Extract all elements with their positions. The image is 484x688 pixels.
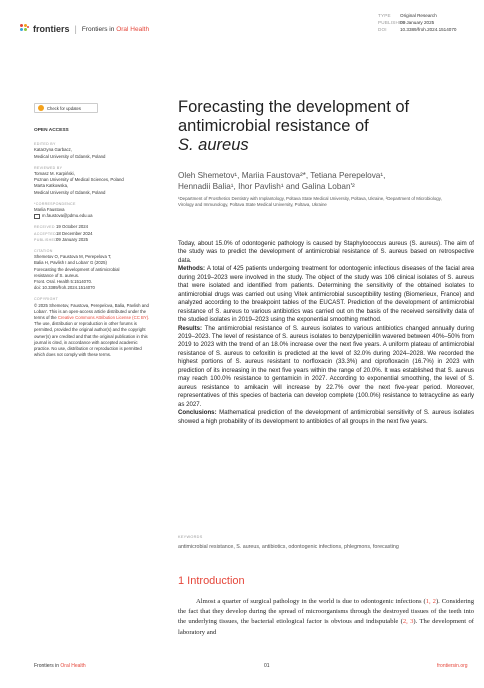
received-label: RECEIVED xyxy=(34,225,55,230)
correspondence-name: Mariia Faustova xyxy=(34,207,65,213)
results-label: Results: xyxy=(178,324,203,332)
brand-name: frontiers xyxy=(33,24,70,34)
methods-text: A total of 425 patients undergoing treatment for odontogenic infectious diseases of the facial area during 2019–2023 were involved in the study. The object of the study was 106 clinical isolates of S. aureus that were isolated and identified from patients. Determining the sensitivity of the obtained isolates to antimicrobial drugs was carried out using Vitek antimicrobial susceptibility testing (Biomerieux, France) and analyzed according to the breakpoint tables of the EUCAST. Prediction of the development of antimicrobial resistance of S. aureus to various antibiotics was carried out on the basis of the received sensitivity data of the studied isolates in 2019–2023 using the exponential smoothing method. xyxy=(178,265,475,324)
frontiers-logo[interactable] xyxy=(20,24,149,34)
editor-affiliation: Medical University of Gdansk, Poland xyxy=(34,153,106,159)
accepted-date: 18 December 2024 xyxy=(56,230,93,236)
citation-doi: doi: 10.3389/froh.2024.1514070 xyxy=(34,285,95,291)
cc-by-license-link[interactable]: Creative Commons Attribution License (CC BY). xyxy=(57,315,150,321)
meta-published: PUBLISHED09 January 2025 xyxy=(378,20,435,25)
abstract-intro: Today, about 15.0% of odontogenic pathology is caused by Staphylococcus aureus (S. aureus). The aim of the study was to predict the development of antimicrobial resistance of S. aureus based on retrospective data. xyxy=(178,240,474,264)
frontiers-logo-icon xyxy=(20,24,30,34)
citation-line: resistance of S. aureus. xyxy=(34,272,80,278)
conclusions-text: Mathematical prediction of the development of antimicrobial sensitivity of S. aureus isolates showed a high probability of its development to antibiotics of all groups in the next five years. xyxy=(178,409,474,425)
email-icon xyxy=(34,214,40,219)
reviewer-name: Marta Katkowska, xyxy=(34,183,69,189)
received-date: 19 October 2024 xyxy=(56,224,89,230)
published-label: PUBLISHED xyxy=(34,237,58,242)
keywords-list: antimicrobial resistance, S. aureus, antibiotics, odontogenic infections, phlegmons, forecasting xyxy=(178,544,399,550)
affiliations: ¹Department of Prosthetics Dentistry with Implantology, Poltava State Medical University, Poltava, Ukraine, ²Department of Microbiology, Virology and Immunology, Poltava State Medical University, Poltava, Ukraine xyxy=(178,196,442,207)
reviewer-name: Tomasz M. Karpiński, xyxy=(34,171,75,177)
citation-line: Shemetov O, Faustova M, Perepelova T, xyxy=(34,254,112,260)
accepted-label: ACCEPTED xyxy=(34,231,56,236)
header-separator: | xyxy=(74,24,77,34)
keywords-label: KEYWORDS xyxy=(178,535,203,539)
edited-by-label: EDITED BY xyxy=(34,142,56,147)
methods-label: Methods: xyxy=(178,265,206,273)
footer-journal[interactable]: Frontiers in Oral Health xyxy=(34,663,86,669)
introduction-paragraph: Almost a quarter of surgical pathology in the world is due to odontogenic infections (1, 2). Considering the fact that they develop during the spread of microorganisms through the destroyed tissues of the teeth into the underlying tissues, the bacterial etiological factor is obvious and indisputable (2, 3). The development of laboratory and xyxy=(178,598,474,636)
section-heading-introduction: 1 Introduction xyxy=(178,575,245,587)
open-access-label: OPEN ACCESS xyxy=(34,128,69,133)
correspondence-email-row[interactable] xyxy=(34,213,162,219)
article-info-sidebar xyxy=(34,128,162,359)
abstract xyxy=(178,240,474,426)
reviewer-affiliation: Poznan University of Medical Sciences, Poland xyxy=(34,177,124,183)
citation-link[interactable]: 1, 2 xyxy=(425,598,436,605)
check-updates-label: Check for updates xyxy=(47,105,81,111)
reviewed-by-label: REVIEWED BY xyxy=(34,165,63,170)
article-meta xyxy=(378,12,456,33)
update-badge-icon xyxy=(38,105,44,111)
author-list[interactable]: Oleh Shemetov¹, Mariia Faustova²*, Tetiana Perepelova¹, Hennadii Balia¹, Ihor Pavlish¹ and Galina Loban'² xyxy=(178,171,386,191)
meta-type: TYPE Original Research xyxy=(378,13,437,18)
journal-prefix: Frontiers in xyxy=(81,25,115,33)
journal-name: Oral Health xyxy=(116,25,150,33)
journal-title[interactable] xyxy=(82,26,149,33)
correspondence-email[interactable]: m.faustova@pdmu.edu.ua xyxy=(42,213,93,219)
page-number: 01 xyxy=(264,663,270,669)
citation-line: Balia H, Pavlish I and Loban' G (2025) xyxy=(34,260,107,266)
citation-line: Forecasting the development of antimicrobial xyxy=(34,266,120,272)
check-for-updates-button[interactable] xyxy=(34,103,98,113)
results-text: The antimicrobial resistance of S. aureus isolates to various antibiotics changed annually during 2019–2023. The level of resistance of S. aureus isolates to benzylpenicillin wavered between 40%–50% from 2019 to 2023 with the trend of an 18.0% increase over the next five years. A uniform plateau of antimicrobial resistance of S. aureus to cefoxitin is predicted at the level of 32.0% during 2024–2028. We recorded the highest portions of S. aureus resistant to norfloxacin (33.3%) and ciprofloxacin (16.7%) in 2023 with prediction of its increasing in the next five years within the range of 20.0%. It was established that S. aureus may reach 100.0% resistance to gentamicin in 2027. According to exponential smoothing, the level of S. aureus resistance to amikacin will increase by 22.7% over the next five-year period. Moreover, representatives of this species of bacteria can develop complete (100.0%) resistance to tetracycline as early as 2027. xyxy=(178,324,474,408)
published-date: 09 January 2025 xyxy=(56,236,89,242)
correspondence-label: *CORRESPONDENCE xyxy=(34,201,76,206)
citation-label: CITATION xyxy=(34,249,53,254)
dates-block xyxy=(34,224,162,243)
article-title: Forecasting the development of antimicrobial resistance of S. aureus xyxy=(178,98,410,154)
copyright-label: COPYRIGHT xyxy=(34,297,59,302)
footer-site-link[interactable]: frontiersin.org xyxy=(437,663,468,669)
citation-line: Front. Oral. Health 5:1514070. xyxy=(34,279,93,285)
conclusions-label: Conclusions: xyxy=(178,409,217,417)
editor-name: Katarzyna Garbacz, xyxy=(34,147,72,153)
citation-link[interactable]: 2, 3 xyxy=(402,618,414,626)
reviewer-affiliation: Medical University of Gdansk, Poland xyxy=(34,189,106,195)
meta-doi: DOI 10.3389/froh.2024.1514070 xyxy=(378,27,457,32)
copyright-text: © 2025 Shemetov, Faustova, Perepelova, Balia, Pavlish and Loban'. This is an open-access article distributed under the terms of the Creative Commons Attribution License (CC BY). The use, distribution or reproduction in other forums is permitted, provided the original author(s) and the copyright owner(s) are credited and that the original publication in this journal is cited, in accordance with accepted academic practice. No use, distribution or reproduction is permitted which does not comply with these terms. xyxy=(34,302,150,358)
